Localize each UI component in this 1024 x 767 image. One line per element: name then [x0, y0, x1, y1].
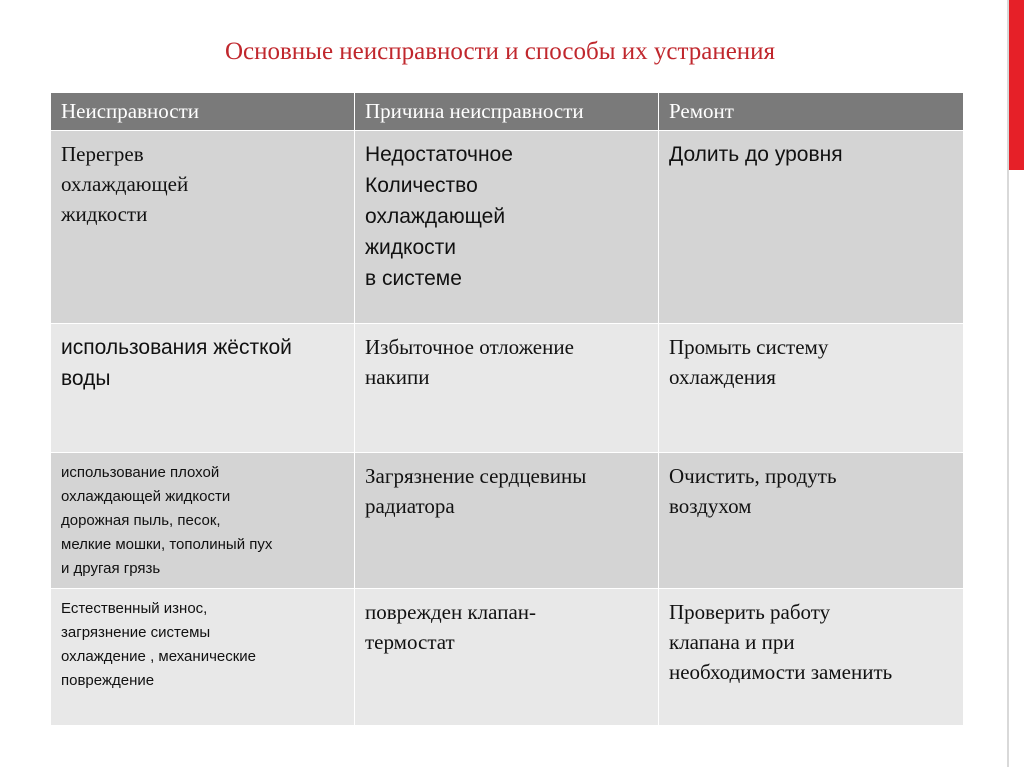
- header-cause: Причина неисправности: [355, 93, 659, 131]
- cause-cell: Избыточное отложение накипи: [355, 324, 659, 453]
- fault-cell: Перегрев охлаждающей жидкости: [51, 131, 355, 324]
- table-row: [51, 131, 964, 324]
- header-repair: Ремонт: [659, 93, 964, 131]
- table-row: [51, 589, 964, 726]
- header-faults: Неисправности: [51, 93, 355, 131]
- table-row: [51, 324, 964, 453]
- table-row: [51, 453, 964, 589]
- slide-title: Основные неисправности и способы их устранения: [224, 38, 776, 65]
- repair-cell: Очистить, продуть воздухом: [659, 453, 964, 589]
- fault-cell: использования жёсткой воды: [51, 324, 355, 453]
- repair-cell: Долить до уровня: [659, 131, 964, 324]
- red-accent-bar: [1009, 0, 1024, 170]
- faults-table: [50, 92, 964, 726]
- fault-cell: использование плохой охлаждающей жидкости дорожная пыль, песок, мелкие мошки, тополиный пух и другая грязь: [51, 453, 355, 589]
- fault-cell: Естественный износ, загрязнение системы охлаждение , механические повреждение: [51, 589, 355, 726]
- cause-cell: Загрязнение сердцевины радиатора: [355, 453, 659, 589]
- repair-cell: Проверить работу клапана и при необходимости заменить: [659, 589, 964, 726]
- table-header-row: [51, 93, 964, 131]
- repair-cell: Промыть систему охлаждения: [659, 324, 964, 453]
- cause-cell: Недостаточное Количество охлаждающей жидкости в системе: [355, 131, 659, 324]
- cause-cell: поврежден клапан- термостат: [355, 589, 659, 726]
